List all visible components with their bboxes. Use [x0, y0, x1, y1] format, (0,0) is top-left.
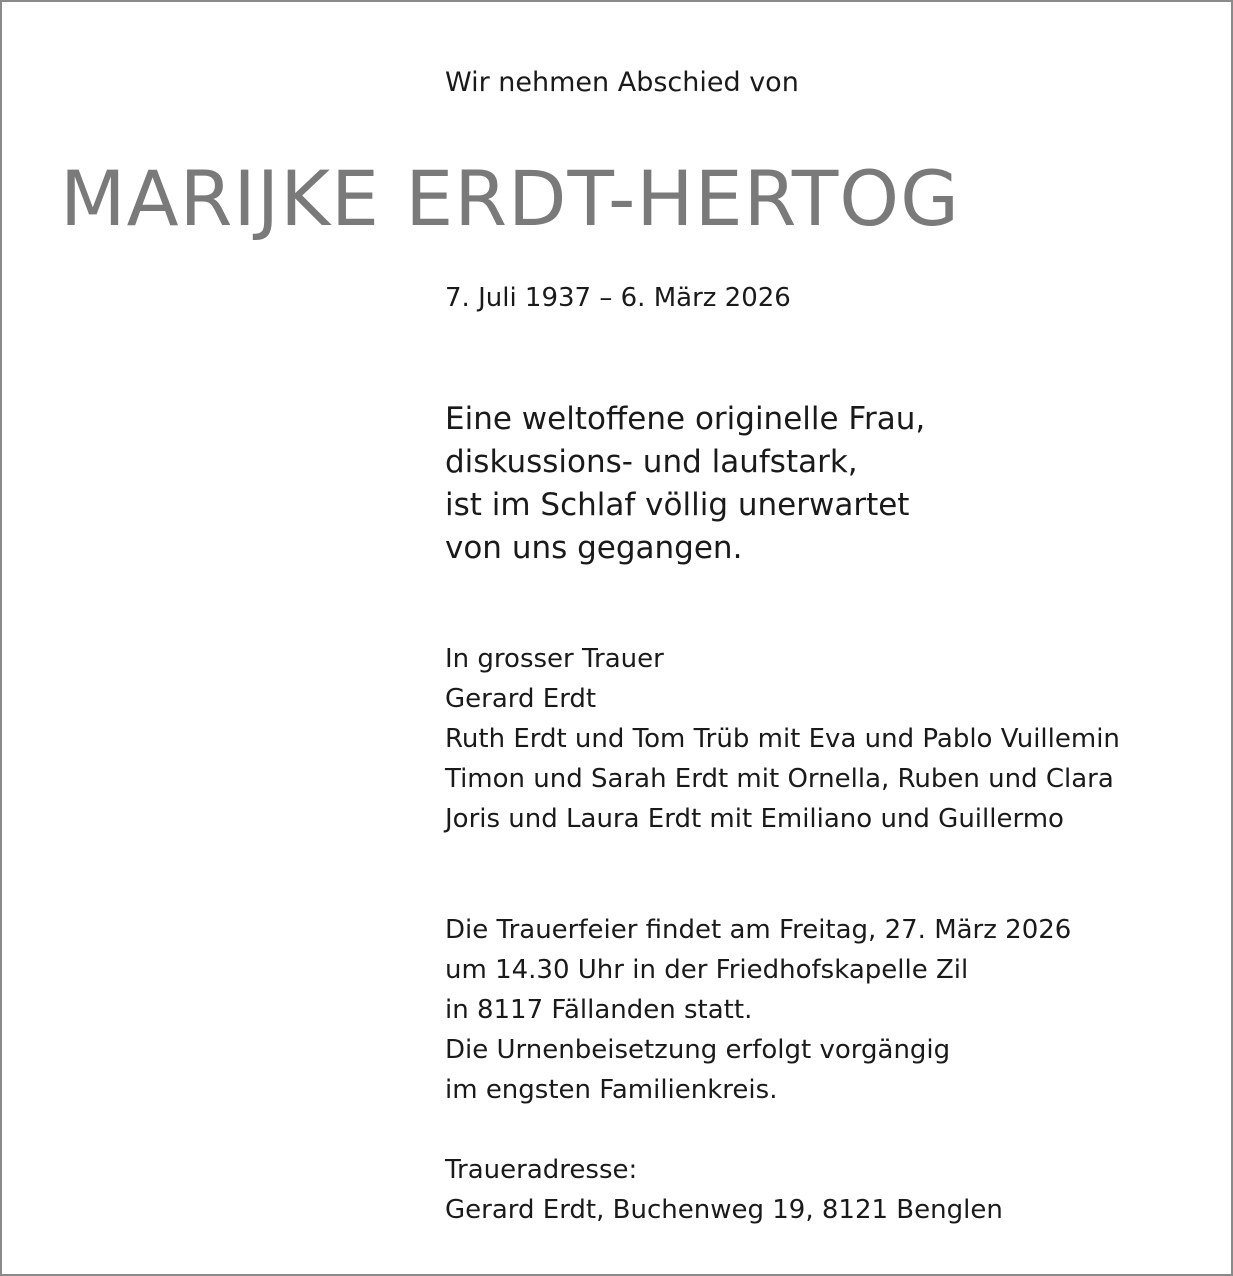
deceased-name: MARIJKE ERDT-HERTOG — [60, 154, 961, 243]
ceremony-line: im engsten Familienkreis. — [445, 1075, 778, 1105]
tribute-line: Eine weltoffene originelle Frau, — [445, 401, 926, 437]
ceremony-line: in 8117 Fällanden statt. — [445, 995, 753, 1025]
mourner-line: Joris und Laura Erdt mit Emiliano und Guillermo — [445, 804, 1064, 834]
address-line: Gerard Erdt, Buchenweg 19, 8121 Benglen — [445, 1195, 1003, 1225]
tribute-text — [445, 398, 925, 570]
mourner-line: Gerard Erdt — [445, 684, 597, 714]
mourners-list — [445, 639, 1120, 839]
mourning-address — [445, 1150, 1003, 1230]
mourner-line: Timon und Sarah Erdt mit Ornella, Ruben und Clara — [445, 764, 1114, 794]
intro-line: Wir nehmen Abschied von — [445, 67, 799, 98]
mourner-line: Ruth Erdt und Tom Trüb mit Eva und Pablo Vuillemin — [445, 724, 1120, 754]
ceremony-line: um 14.30 Uhr in der Friedhofskapelle Zil — [445, 955, 969, 985]
ceremony-info — [445, 910, 1071, 1110]
ceremony-line: Die Trauerfeier findet am Freitag, 27. März 2026 — [445, 915, 1072, 945]
address-label: Traueradresse: — [445, 1155, 638, 1185]
ceremony-line: Die Urnenbeisetzung erfolgt vorgängig — [445, 1035, 951, 1065]
life-dates: 7. Juli 1937 – 6. März 2026 — [445, 283, 791, 313]
tribute-line: von uns gegangen. — [445, 530, 743, 566]
mourners-heading: In grosser Trauer — [445, 644, 664, 674]
tribute-line: diskussions- und laufstark, — [445, 444, 858, 480]
tribute-line: ist im Schlaf völlig unerwartet — [445, 487, 910, 523]
